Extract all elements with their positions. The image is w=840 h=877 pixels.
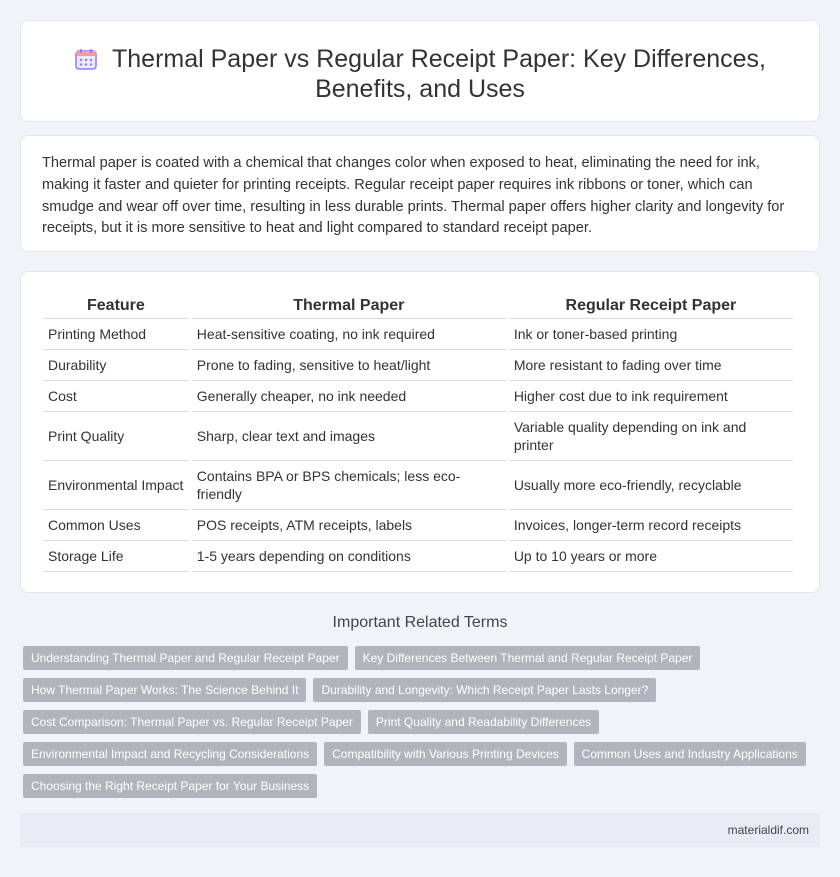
header-thermal: Thermal Paper — [192, 290, 506, 319]
table-cell: Sharp, clear text and images — [192, 412, 506, 461]
related-terms-heading: Important Related Terms — [332, 614, 508, 631]
related-term-link[interactable]: Durability and Longevity: Which Receipt Paper Lasts Longer? — [313, 678, 656, 702]
related-term-link[interactable]: Choosing the Right Receipt Paper for Your Business — [23, 774, 317, 798]
related-term-link[interactable]: How Thermal Paper Works: The Science Behind It — [23, 678, 306, 702]
related-term-link[interactable]: Understanding Thermal Paper and Regular Receipt Paper — [23, 646, 348, 670]
calendar-icon — [74, 47, 98, 71]
table-row — [43, 412, 793, 461]
comparison-table — [40, 290, 796, 572]
table-cell: Ink or toner-based printing — [509, 319, 793, 350]
table-cell: Higher cost due to ink requirement — [509, 381, 793, 412]
related-term-link[interactable]: Print Quality and Readability Differences — [368, 710, 599, 734]
table-cell: More resistant to fading over time — [509, 350, 793, 381]
table-cell: Durability — [43, 350, 189, 381]
table-cell: POS receipts, ATM receipts, labels — [192, 510, 506, 541]
table-cell: Variable quality depending on ink and printer — [509, 412, 793, 461]
header-card — [20, 20, 820, 122]
title-line-2: Benefits, and Uses — [315, 75, 525, 103]
table-cell: 1-5 years depending on conditions — [192, 541, 506, 572]
table-cell: Printing Method — [43, 319, 189, 350]
title-line-1: Thermal Paper vs Regular Receipt Paper: Key Differences, — [111, 45, 766, 73]
related-term-link[interactable]: Environmental Impact and Recycling Considerations — [23, 742, 317, 766]
table-row — [43, 350, 793, 381]
page-title — [21, 44, 819, 104]
table-cell: Environmental Impact — [43, 461, 189, 510]
table-header-row — [43, 290, 793, 319]
related-term-link[interactable]: Common Uses and Industry Applications — [574, 742, 806, 766]
header-feature: Feature — [43, 290, 189, 319]
table-cell: Heat-sensitive coating, no ink required — [192, 319, 506, 350]
table-cell: Generally cheaper, no ink needed — [192, 381, 506, 412]
footer — [20, 813, 820, 847]
table-row — [43, 381, 793, 412]
table-cell: Up to 10 years or more — [509, 541, 793, 572]
table-cell: Contains BPA or BPS chemicals; less eco-friendly — [192, 461, 506, 510]
comparison-card — [20, 271, 820, 593]
related-term-link[interactable]: Compatibility with Various Printing Devices — [324, 742, 567, 766]
related-term-link[interactable]: Cost Comparison: Thermal Paper vs. Regular Receipt Paper — [23, 710, 361, 734]
related-terms-list — [23, 646, 823, 798]
header-regular: Regular Receipt Paper — [509, 290, 793, 319]
table-cell: Invoices, longer-term record receipts — [509, 510, 793, 541]
table-cell: Prone to fading, sensitive to heat/light — [192, 350, 506, 381]
table-cell: Storage Life — [43, 541, 189, 572]
table-cell: Usually more eco-friendly, recyclable — [509, 461, 793, 510]
table-row — [43, 510, 793, 541]
table-cell: Print Quality — [43, 412, 189, 461]
table-cell: Cost — [43, 381, 189, 412]
intro-card — [20, 135, 820, 252]
table-row — [43, 319, 793, 350]
table-cell: Common Uses — [43, 510, 189, 541]
related-term-link[interactable]: Key Differences Between Thermal and Regular Receipt Paper — [355, 646, 701, 670]
table-row — [43, 461, 793, 510]
site-name[interactable]: materialdif.com — [727, 823, 809, 837]
table-row — [43, 541, 793, 572]
intro-paragraph: Thermal paper is coated with a chemical that changes color when exposed to heat, eliminating the need for ink, making it faster and quieter for printing receipts. Regular receipt paper requires ink ribbons or toner, which can smudge and wear off over time, resulting in less durable prints. Thermal paper offers higher clarity and longevity for receipts, but it is more sensitive to heat and light compared to standard receipt paper. — [42, 155, 785, 237]
